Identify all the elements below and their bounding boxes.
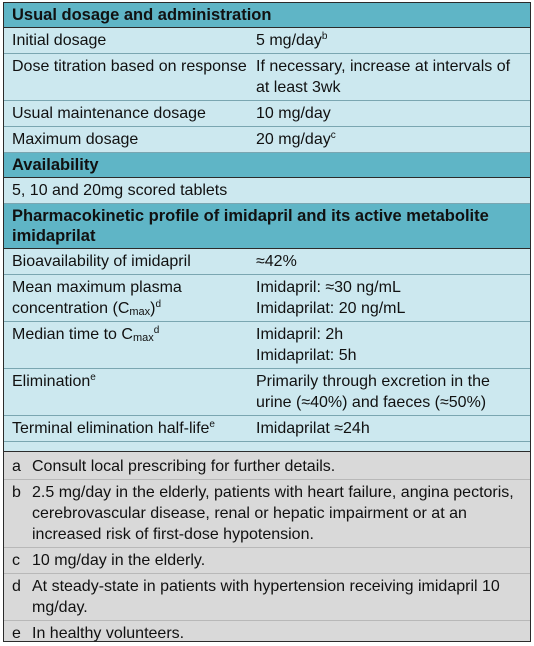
section-header-dosage: Usual dosage and administration xyxy=(4,3,530,28)
footnote-item xyxy=(4,574,530,621)
row-value: If necessary, increase at intervals of at least 3wk xyxy=(256,58,511,96)
row-label: Terminal elimination half-life$^e$ xyxy=(12,419,215,437)
row-value: 20 mg/day$^c$ xyxy=(256,130,336,148)
footnote-text: 10 mg/day in the elderly. xyxy=(32,552,206,569)
section-header-pharmacokinetics: Pharmacokinetic profile of imidapril and its active metabolite imidaprilat xyxy=(4,204,530,249)
footnote-letter: d xyxy=(12,578,21,595)
row-label: Dose titration based on response xyxy=(12,58,247,75)
table-row xyxy=(4,249,530,275)
row-value: Imidapril: ≈30 ng/mL Imidaprilat: 20 ng/mL xyxy=(256,279,406,317)
footnote-item xyxy=(4,548,530,574)
table-row xyxy=(4,178,530,204)
footnote-ref: e xyxy=(90,372,96,383)
footnote-item xyxy=(4,621,530,646)
footnote-text: At steady-state in patients with hypertension receiving imidapril 10 mg/day. xyxy=(32,578,500,616)
footnote-ref: e xyxy=(209,419,215,430)
row-label: Median time to $C_{max}^d$ xyxy=(12,325,160,344)
table-row xyxy=(4,28,530,54)
row-value: 5 mg/day$^b$ xyxy=(256,31,328,49)
row-label: Bioavailability of imidapril xyxy=(12,253,191,270)
table-row xyxy=(4,54,530,101)
section-header-availability: Availability xyxy=(4,153,530,178)
table-row xyxy=(4,127,530,153)
footnote-letter: a xyxy=(12,458,21,475)
row-value: Imidaprilat ≈24h xyxy=(256,420,370,437)
footnote-letter: e xyxy=(12,625,21,642)
footnote-ref: b xyxy=(321,31,328,42)
table-row xyxy=(4,416,530,442)
row-label: Usual maintenance dosage xyxy=(12,105,206,122)
row-value: Primarily through excretion in the urine (≈40%) and faeces (≈50%) xyxy=(256,373,490,411)
footnote-item xyxy=(4,454,530,480)
row-value: Imidapril: 2h Imidaprilat: 5h xyxy=(256,326,357,364)
footnote-text: 2.5 mg/day in the elderly, patients with heart failure, angina pectoris, cerebrovascular disease, renal or hepatic impairment or at an increased risk of first-dose hypotension. xyxy=(32,484,514,543)
footnote-ref: d xyxy=(153,325,160,336)
drug-info-table xyxy=(3,2,531,642)
row-label: Mean maximum plasma concentration $(C_{max})^d$ xyxy=(12,279,182,318)
table-row xyxy=(4,369,530,416)
row-label: Maximum dosage xyxy=(12,131,139,148)
row-label: Initial dosage xyxy=(12,32,107,49)
footnote-letter: b xyxy=(12,484,21,501)
footnote-letter: c xyxy=(12,552,20,569)
footnote-text: In healthy volunteers. xyxy=(32,625,185,642)
row-value: ≈42% xyxy=(256,253,297,270)
table-row xyxy=(4,322,530,369)
footnote-ref: d xyxy=(155,299,162,310)
footnotes xyxy=(4,451,530,641)
table-row xyxy=(4,275,530,322)
table-row xyxy=(4,101,530,127)
footnote-text: Consult local prescribing for further details. xyxy=(32,458,336,475)
footnote-item xyxy=(4,480,530,548)
row-label: Elimination$^e$ xyxy=(12,372,96,390)
availability-text: 5, 10 and 20mg scored tablets xyxy=(12,182,228,199)
row-value: 10 mg/day xyxy=(256,105,331,122)
footnote-ref: c xyxy=(330,130,336,141)
